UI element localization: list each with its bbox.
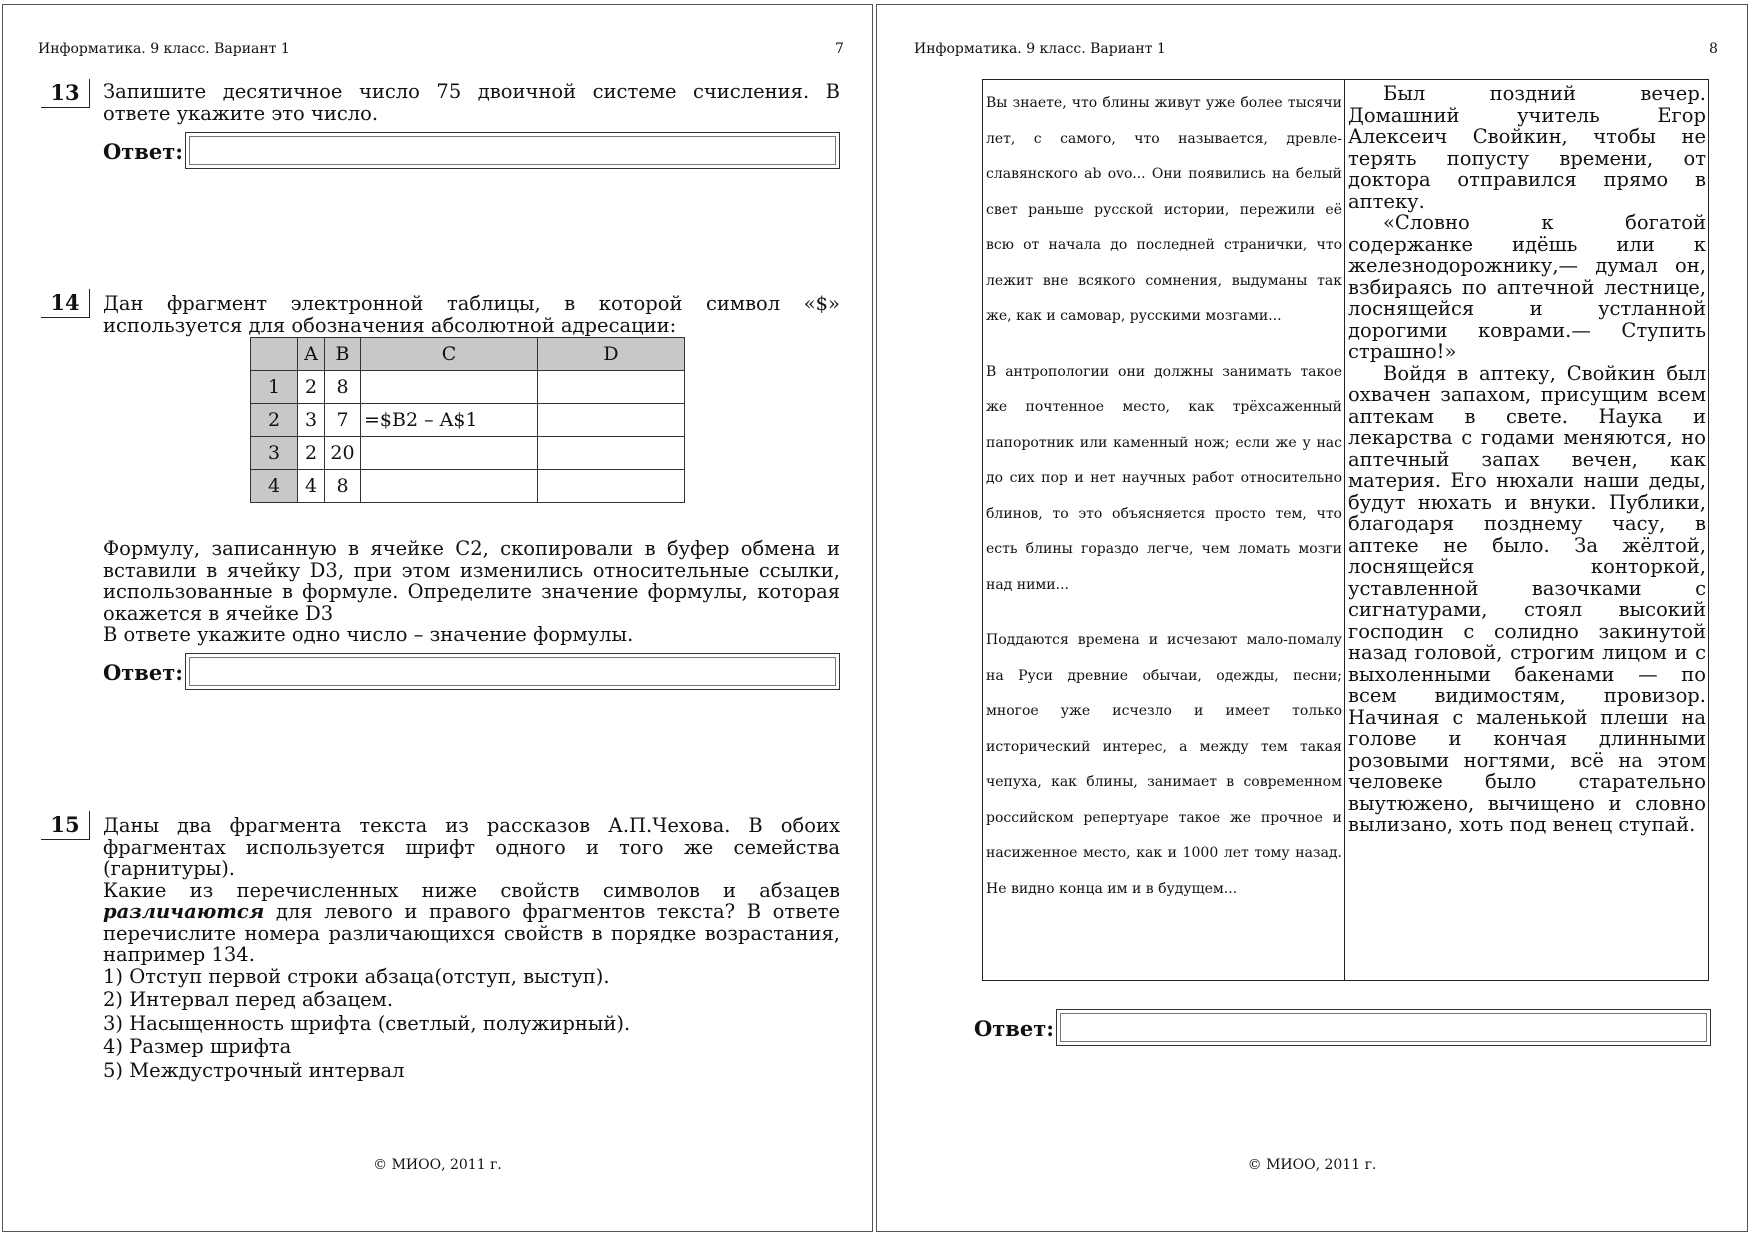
right-fragment-paragraph: Войдя в аптеку, Свойкин был охвачен запахом, присущим всем аптекам в свете. Наука и лекарства с годами меняются, но аптечный запах вечен, как материя. Его нюхали наши деды, будут нюхать и внуки. Публики, благодаря позднему часу, в аптеке не было. За жёлтой, лоснящейся конторкой, уставленной вазочками с сигнатурами, стоял высокий господин с солидно закинутой назад головой, строгим лицом и с выхоленными бакенами — по всем видимостям, провизор. Начиная с маленькой плеши на голове и кончая длинными розовыми ногтями, всё на этом человеке было старательно выутюжено, вычищено и словно вылизано, хоть под венец ступай. [1348, 361, 1706, 836]
right-fragment-paragraph: Был поздний вечер. Домашний учитель Егор Алексеич Свойкин, чтобы не терять попусту времени, от доктора отправился прямо в аптеку. [1348, 82, 1706, 213]
cell [538, 470, 685, 503]
cell: 2 [298, 371, 325, 404]
answer-label-13: Ответ: [103, 139, 184, 164]
cell [361, 470, 538, 503]
spreadsheet-row [251, 470, 685, 503]
left-fragment-paragraph: Вы знаете, что блины живут уже более тысячи лет, с самого, что называется, древле-славянского ab ovo... Они появились на белый свет раньше русской истории, пережили её всю от начала до последней странички, что лежит вне всякого сомнения, выдуманы так же, как и самовар, русскими мозгами... [986, 95, 1342, 324]
question-15-emphasis: различаются [103, 900, 265, 923]
question-15-prompt-end: для левого и правого фрагментов текста? В ответе перечислите номера различающихся свойств в порядке возрастания, например 134. [103, 900, 840, 966]
left-fragment-paragraph: В антропологии они должны занимать такое же почтенное место, как трёхсаженный папоротник или каменный нож; если же у нас до сих пор и нет научных работ относительно блинов, то это объясняется просто тем, что есть блины гораздо легче, чем ломать мозги над ними... [986, 363, 1342, 593]
question-number-13: 13 [41, 79, 90, 108]
cell [538, 404, 685, 437]
cell [361, 437, 538, 470]
page-footer: © МИОО, 2011 г. [1247, 1157, 1377, 1173]
property-option: 5) Междустрочный интервал [103, 1058, 405, 1082]
question-number-14: 14 [41, 289, 90, 318]
page-left [2, 4, 873, 1232]
page-number: 7 [835, 41, 844, 57]
left-fragment-paragraph: Поддаются времена и исчезают мало-помалу на Руси древние обычаи, одежды, песни; многое уже исчезло и имеет только исторический интерес, а между тем такая чепуха, как блины, занимает в современном российском репертуаре такое же прочное и насиженное место, как и 1000 лет тому назад. Не видно конца им и в будущем... [986, 632, 1342, 897]
question-number-15: 15 [41, 811, 90, 840]
question-14-body-text: Формулу, записанную в ячейке C2, скопировали в буфер обмена и вставили в ячейку D3, при этом изменились относительные ссылки, использованные в формуле. Определите значение формулы, которая окажется в ячейке D3 [103, 537, 840, 625]
answer-input-13[interactable] [185, 132, 840, 169]
cell [361, 371, 538, 404]
spreadsheet-row [251, 371, 685, 404]
page-footer: © МИОО, 2011 г. [373, 1157, 502, 1173]
text-fragments-table [982, 79, 1709, 981]
column-header-c: C [361, 338, 538, 371]
cell [538, 371, 685, 404]
question-14-body [103, 538, 840, 646]
property-option: 1) Отступ первой строки абзаца(отступ, выступ). [103, 964, 610, 988]
cell: 20 [325, 437, 361, 470]
cell: 2 [298, 437, 325, 470]
question-14-intro: Дан фрагмент электронной таблицы, в которой символ «$» используется для обозначения абсолютной адресации: [103, 292, 840, 337]
column-header-d: D [538, 338, 685, 371]
row-header: 1 [251, 371, 298, 404]
spreadsheet-fragment [250, 337, 685, 503]
page-header: Информатика. 9 класс. Вариант 1 [914, 41, 1166, 57]
corner-cell [251, 338, 298, 371]
question-13-text: Запишите десятичное число 75 двоичной системе счисления. В ответе укажите это число. [103, 80, 840, 125]
cell: 3 [298, 404, 325, 437]
property-option: 3) Насыщенность шрифта (светлый, полужирный). [103, 1011, 631, 1035]
right-fragment-paragraph: «Словно к богатой содержанке идёшь или к железнодорожнику,— думал он, взбираясь по аптечной лестнице, лоснящейся и устланной дорогими коврами.— Ступить страшно!» [1348, 211, 1706, 363]
formula-cell-c2: =$B2 – A$1 [361, 404, 538, 437]
answer-input-14[interactable] [185, 653, 840, 690]
column-header-a: A [298, 338, 325, 371]
property-options [103, 966, 840, 1084]
question-15-prompt-start: Какие из перечисленных ниже свойств символов и абзацев [103, 878, 840, 902]
page-header: Информатика. 9 класс. Вариант 1 [38, 41, 290, 57]
row-header: 3 [251, 437, 298, 470]
question-15-prompt [103, 880, 840, 966]
cell: 4 [298, 470, 325, 503]
cell: 7 [325, 404, 361, 437]
left-fragment [983, 80, 1345, 980]
cell: 8 [325, 371, 361, 404]
property-option: 2) Интервал перед абзацем. [103, 988, 394, 1011]
question-14-instruction: В ответе укажите одно число – значение формулы. [103, 623, 634, 646]
row-header: 2 [251, 404, 298, 437]
page-right [876, 4, 1748, 1232]
spreadsheet-row [251, 404, 685, 437]
spreadsheet-row [251, 437, 685, 470]
page-number: 8 [1709, 41, 1718, 57]
answer-label-14: Ответ: [103, 660, 184, 685]
answer-label-15: Ответ: [974, 1016, 1055, 1041]
property-option: 4) Размер шрифта [103, 1035, 292, 1058]
spreadsheet-header-row [251, 338, 685, 371]
row-header: 4 [251, 470, 298, 503]
answer-input-15[interactable] [1056, 1009, 1711, 1046]
question-15-intro: Даны два фрагмента текста из рассказов А.П.Чехова. В обоих фрагментах используется шрифт одного и того же семейства (гарнитуры). [103, 814, 840, 880]
cell [538, 437, 685, 470]
question-15-text [103, 815, 840, 1083]
column-header-b: B [325, 338, 361, 371]
cell: 8 [325, 470, 361, 503]
right-fragment [1345, 80, 1708, 980]
